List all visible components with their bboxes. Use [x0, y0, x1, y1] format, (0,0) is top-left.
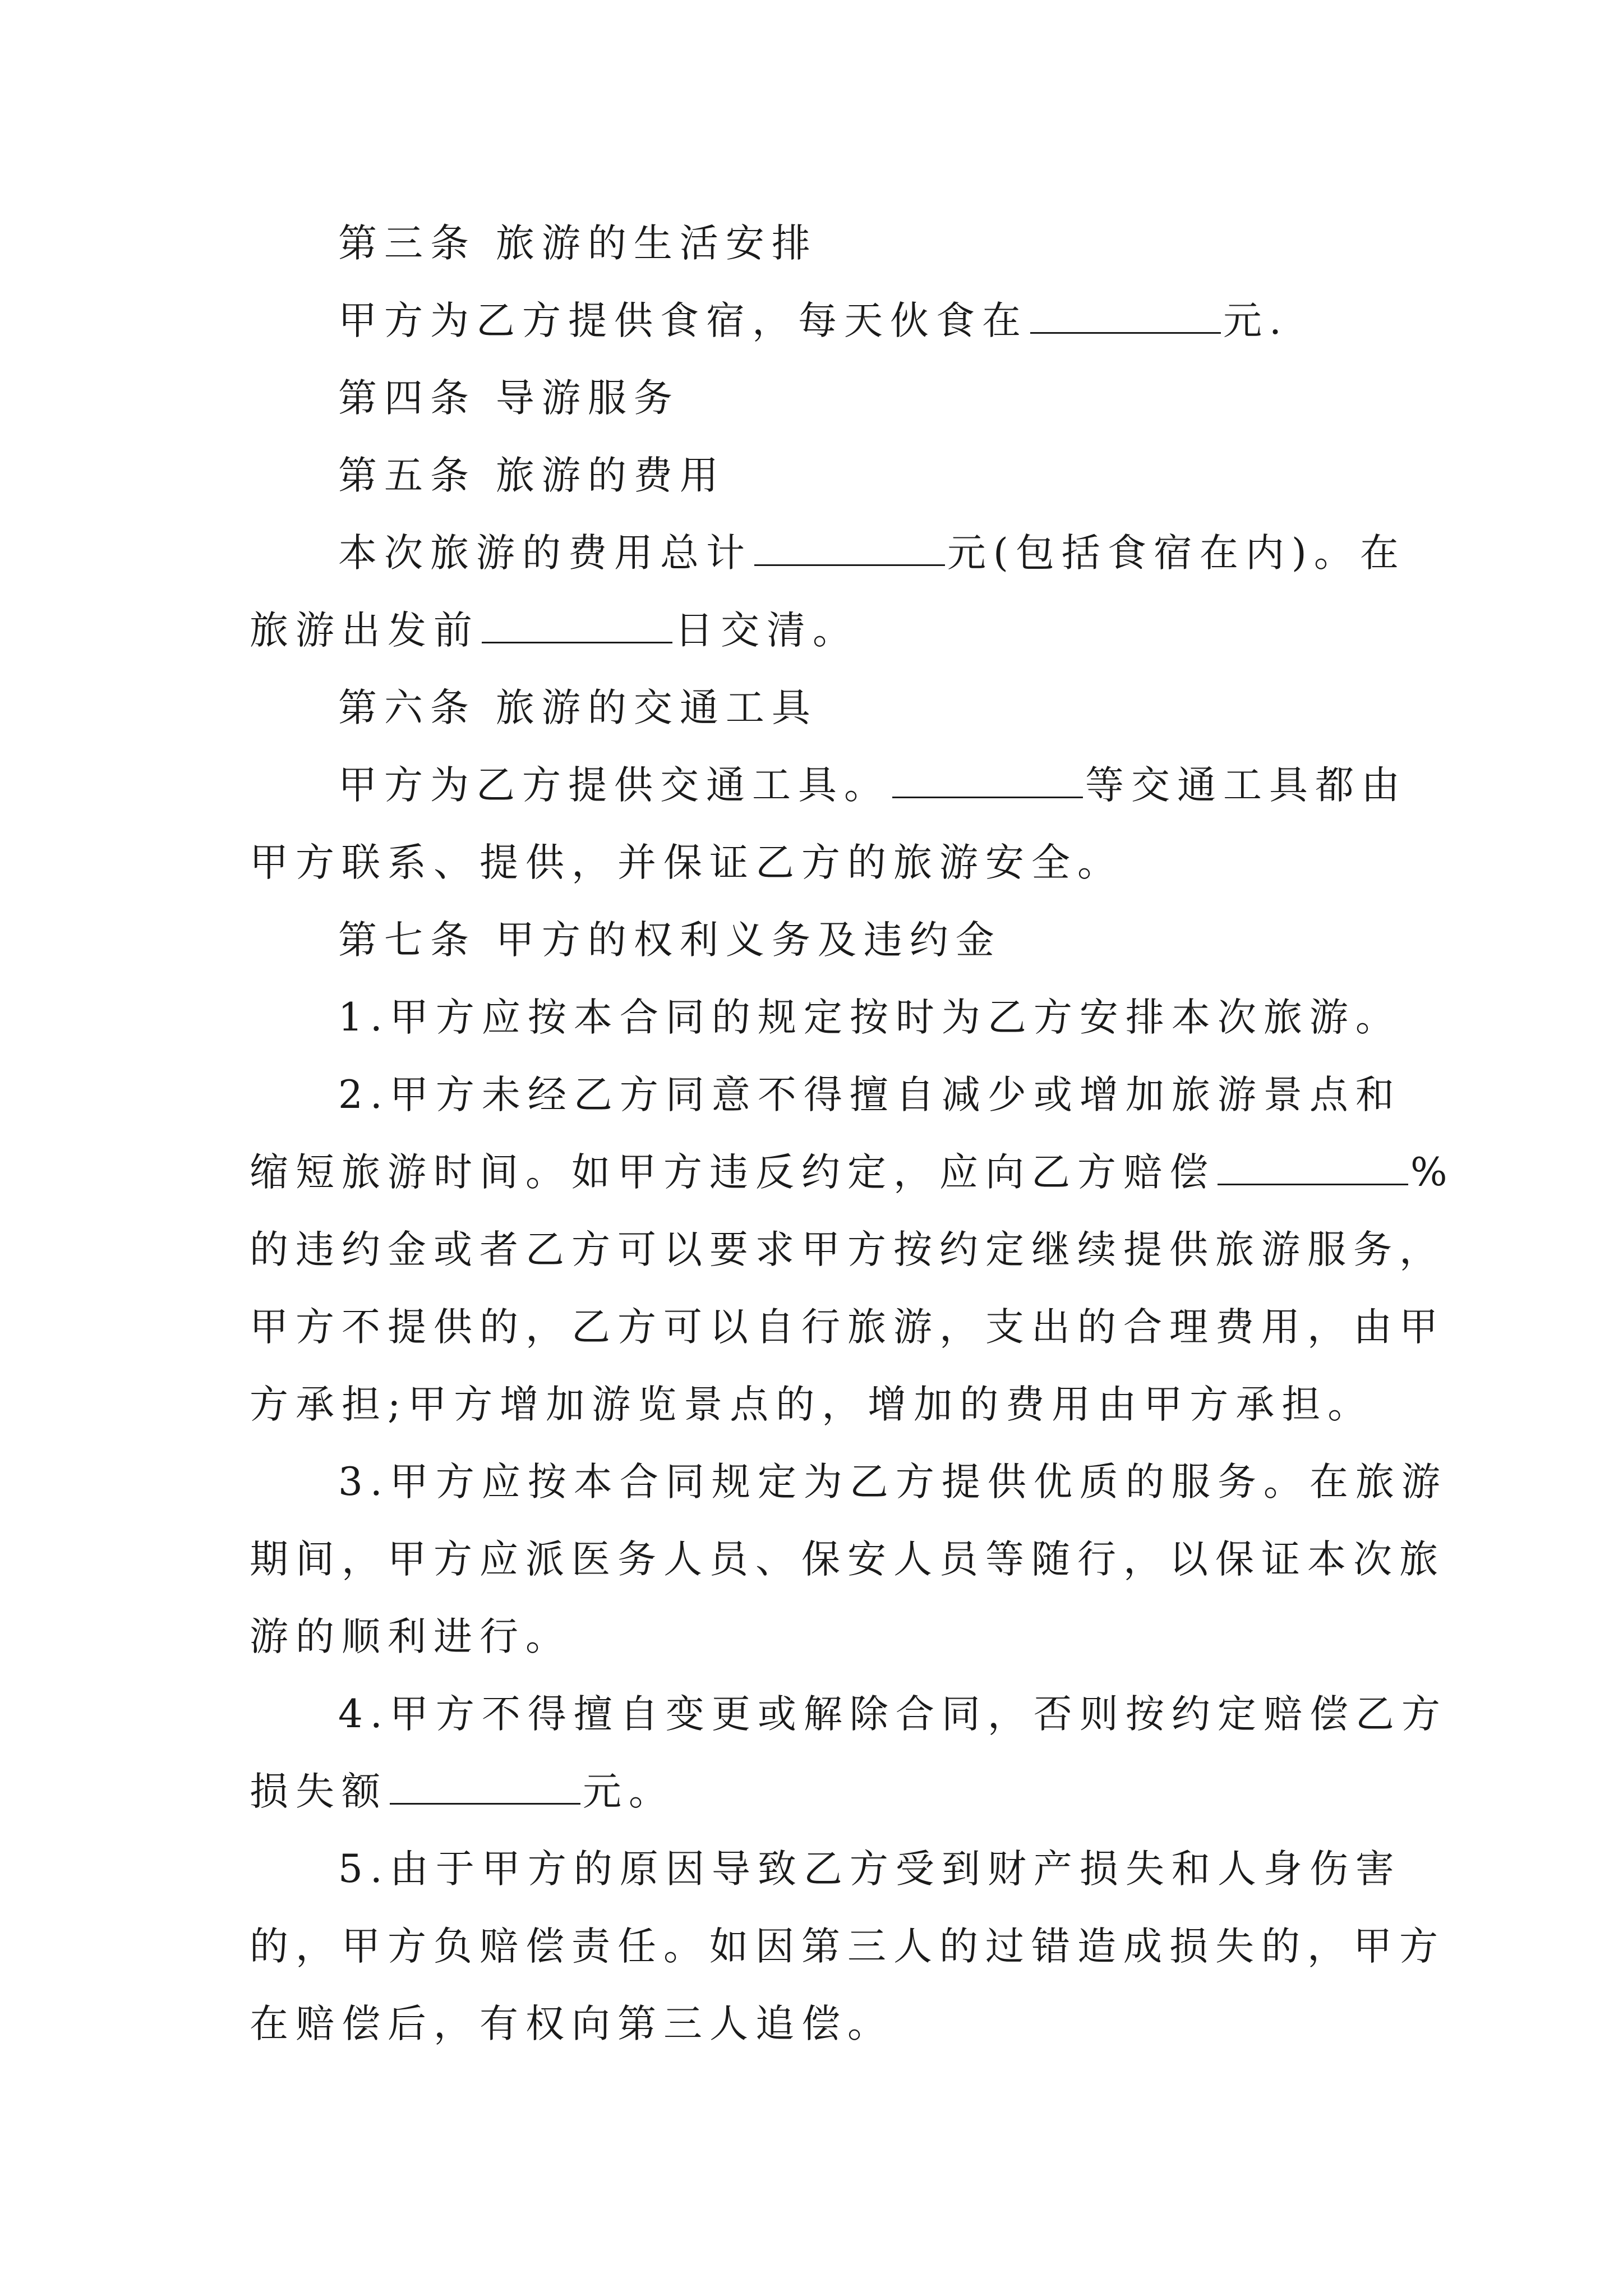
paragraph-continuation: 的违约金或者乙方可以要求甲方按约定继续提供旅游服务，: [250, 1227, 1445, 1272]
document-body: [250, 205, 1455, 2063]
section-heading-3: 第三条 旅游的生活安排: [338, 221, 818, 266]
paragraph-text: 损失额: [250, 1769, 388, 1814]
paragraph-text: 甲方为乙方提供交通工具。: [338, 763, 890, 808]
paragraph-continuation: 甲方联系、提供，并保证乙方的旅游安全。: [250, 840, 1123, 885]
fill-in-blank[interactable]: [390, 1768, 580, 1805]
paragraph-continuation: 方承担;甲方增加游览景点的，增加的费用由甲方承担。: [250, 1382, 1374, 1427]
paragraph-text: 缩短旅游时间。如甲方违反约定，应向乙方赔偿: [250, 1150, 1215, 1195]
paragraph-text: 旅游出发前: [250, 608, 479, 653]
section-heading-6: 第六条 旅游的交通工具: [338, 685, 818, 730]
paragraph-text: 本次旅游的费用总计: [338, 531, 752, 576]
fill-in-blank[interactable]: [892, 762, 1083, 798]
fill-in-blank[interactable]: [482, 607, 672, 643]
paragraph: [250, 514, 1406, 592]
section-heading-5: 第五条 旅游的费用: [338, 453, 726, 498]
paragraph: [250, 282, 1382, 360]
paragraph-continuation: 游的顺利进行。: [250, 1614, 571, 1659]
clause-item-4: 4.甲方不得擅自变更或解除合同，否则按约定赔偿乙方: [338, 1692, 1447, 1737]
section-heading-7: 第七条 甲方的权利义务及违约金: [338, 918, 1002, 963]
fill-in-blank[interactable]: [1030, 297, 1221, 334]
paragraph-text: 元。: [583, 1769, 675, 1814]
fill-in-blank[interactable]: [754, 530, 945, 566]
paragraph-continuation: 期间，甲方应派医务人员、保安人员等随行，以保证本次旅: [250, 1537, 1445, 1582]
fill-in-blank[interactable]: [1218, 1149, 1408, 1185]
clause-item-3: 3.甲方应按本合同规定为乙方提供优质的服务。在旅游: [338, 1460, 1447, 1504]
clause-item-5: 5.由于甲方的原因导致乙方受到财产损失和人身伤害: [338, 1847, 1401, 1892]
paragraph-continuation: [250, 592, 1382, 669]
paragraph-text: 甲方为乙方提供食宿，每天伙食在: [338, 298, 1028, 343]
paragraph-continuation: [250, 1134, 1455, 1211]
paragraph-text: 等交通工具都由: [1085, 763, 1407, 808]
paragraph-continuation: 甲方不提供的，乙方可以自行旅游，支出的合理费用，由甲: [250, 1305, 1445, 1350]
paragraph-text: 元(包括食宿在内)。在: [947, 531, 1406, 576]
paragraph-continuation: 的，甲方负赔偿责任。如因第三人的过错造成损失的，甲方: [250, 1924, 1445, 1969]
section-heading-4: 第四条 导游服务: [338, 376, 680, 421]
paragraph-text: 元.: [1223, 298, 1289, 343]
paragraph-text: %: [1410, 1150, 1455, 1195]
paragraph-continuation: 在赔偿后，有权向第三人追偿。: [250, 2001, 893, 2046]
clause-item-1: 1.甲方应按本合同的规定按时为乙方安排本次旅游。: [338, 995, 1401, 1040]
paragraph-continuation: [250, 1753, 1382, 1830]
paragraph: [250, 747, 1407, 824]
clause-item-2: 2.甲方未经乙方同意不得擅自减少或增加旅游景点和: [338, 1073, 1401, 1117]
paragraph-text: 日交清。: [675, 608, 859, 653]
